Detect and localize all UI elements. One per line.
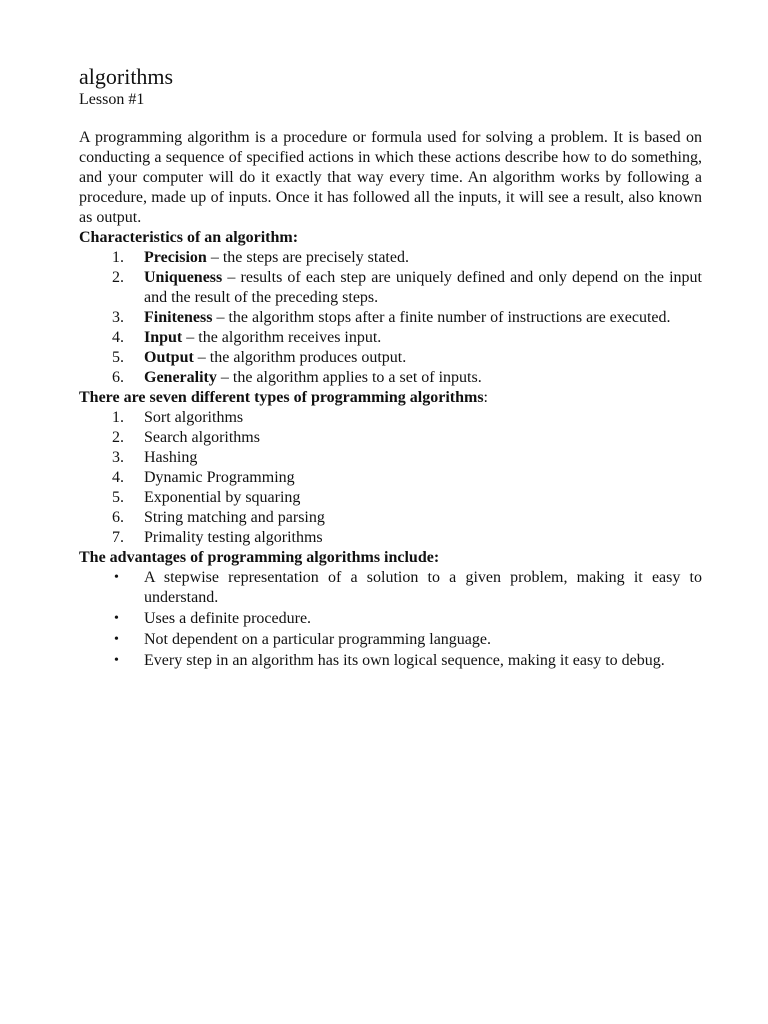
- item-description: – the algorithm applies to a set of inputs.: [216, 369, 482, 386]
- advantages-list: [79, 568, 702, 671]
- list-number: 5.: [112, 489, 124, 506]
- item-text: Sort algorithms: [144, 409, 244, 426]
- item-term: Input: [144, 329, 183, 346]
- list-item: [79, 528, 702, 548]
- list-number: 3.: [112, 309, 124, 326]
- list-item: [79, 408, 702, 428]
- characteristics-list: [79, 248, 702, 388]
- lesson-subtitle: Lesson #1: [79, 91, 145, 108]
- list-item: [79, 508, 702, 528]
- bullet-icon: •: [114, 632, 119, 647]
- item-description: – the algorithm receives input.: [182, 329, 382, 346]
- item-term: Precision: [144, 249, 207, 266]
- types-list: [79, 408, 702, 548]
- item-term: Uniqueness: [144, 269, 223, 286]
- item-description: – results of each step are uniquely defined and only depend on the input and the result of the preceding steps.: [144, 269, 702, 306]
- types-heading: [79, 388, 702, 408]
- list-number: 7.: [112, 529, 124, 546]
- list-number: 1.: [112, 249, 124, 266]
- list-item: [79, 368, 702, 388]
- bullet-icon: •: [114, 653, 119, 668]
- list-item: [79, 448, 702, 468]
- document-title: algorithms: [79, 64, 174, 89]
- item-description: – the steps are precisely stated.: [206, 249, 409, 266]
- list-number: 6.: [112, 509, 124, 526]
- item-text: Every step in an algorithm has its own logical sequence, making it easy to debug.: [144, 652, 665, 669]
- list-item: [79, 308, 702, 328]
- item-term: Output: [144, 349, 194, 366]
- item-text: Exponential by squaring: [144, 489, 301, 506]
- list-number: 4.: [112, 469, 124, 486]
- item-text: Dynamic Programming: [144, 469, 295, 486]
- item-description: – the algorithm stops after a finite number of instructions are executed.: [212, 309, 671, 326]
- item-text: Not dependent on a particular programming language.: [144, 631, 491, 648]
- list-number: 2.: [112, 429, 124, 446]
- bullet-icon: •: [114, 570, 119, 585]
- intro-paragraph: A programming algorithm is a procedure or formula used for solving a problem. It is based on conducting a sequence of specified actions in which these actions describe how to do something, and your computer will do it exactly that way every time. An algorithm works by following a procedure, made up of inputs. Once it has followed all the inputs, it will see a result, also known as output.: [79, 129, 702, 226]
- list-item: [79, 468, 702, 488]
- list-number: 1.: [112, 409, 124, 426]
- item-text: Uses a definite procedure.: [144, 610, 312, 627]
- item-term: Generality: [144, 369, 217, 386]
- list-number: 4.: [112, 329, 124, 346]
- list-item: [79, 428, 702, 448]
- list-item: [79, 609, 702, 629]
- list-number: 6.: [112, 369, 124, 386]
- characteristics-heading: Characteristics of an algorithm:: [79, 229, 299, 246]
- list-number: 2.: [112, 269, 124, 286]
- item-description: – the algorithm produces output.: [193, 349, 407, 366]
- item-text: Hashing: [144, 449, 198, 466]
- list-item: [79, 630, 702, 650]
- types-heading-text: There are seven different types of programming algorithms: [79, 389, 484, 406]
- item-term: Finiteness: [144, 309, 213, 326]
- item-text: A stepwise representation of a solution to a given problem, making it easy to understand.: [144, 569, 702, 606]
- list-item: [79, 488, 702, 508]
- item-text: Primality testing algorithms: [144, 529, 323, 546]
- list-item: [79, 268, 702, 308]
- list-number: 5.: [112, 349, 124, 366]
- advantages-heading: The advantages of programming algorithms include:: [79, 549, 440, 566]
- list-item: [79, 328, 702, 348]
- list-item: [79, 651, 702, 671]
- types-heading-colon: :: [483, 389, 488, 406]
- list-item: [79, 568, 702, 608]
- list-item: [79, 348, 702, 368]
- bullet-icon: •: [114, 611, 119, 626]
- item-text: Search algorithms: [144, 429, 260, 446]
- item-text: String matching and parsing: [144, 509, 325, 526]
- list-item: [79, 248, 702, 268]
- list-number: 3.: [112, 449, 124, 466]
